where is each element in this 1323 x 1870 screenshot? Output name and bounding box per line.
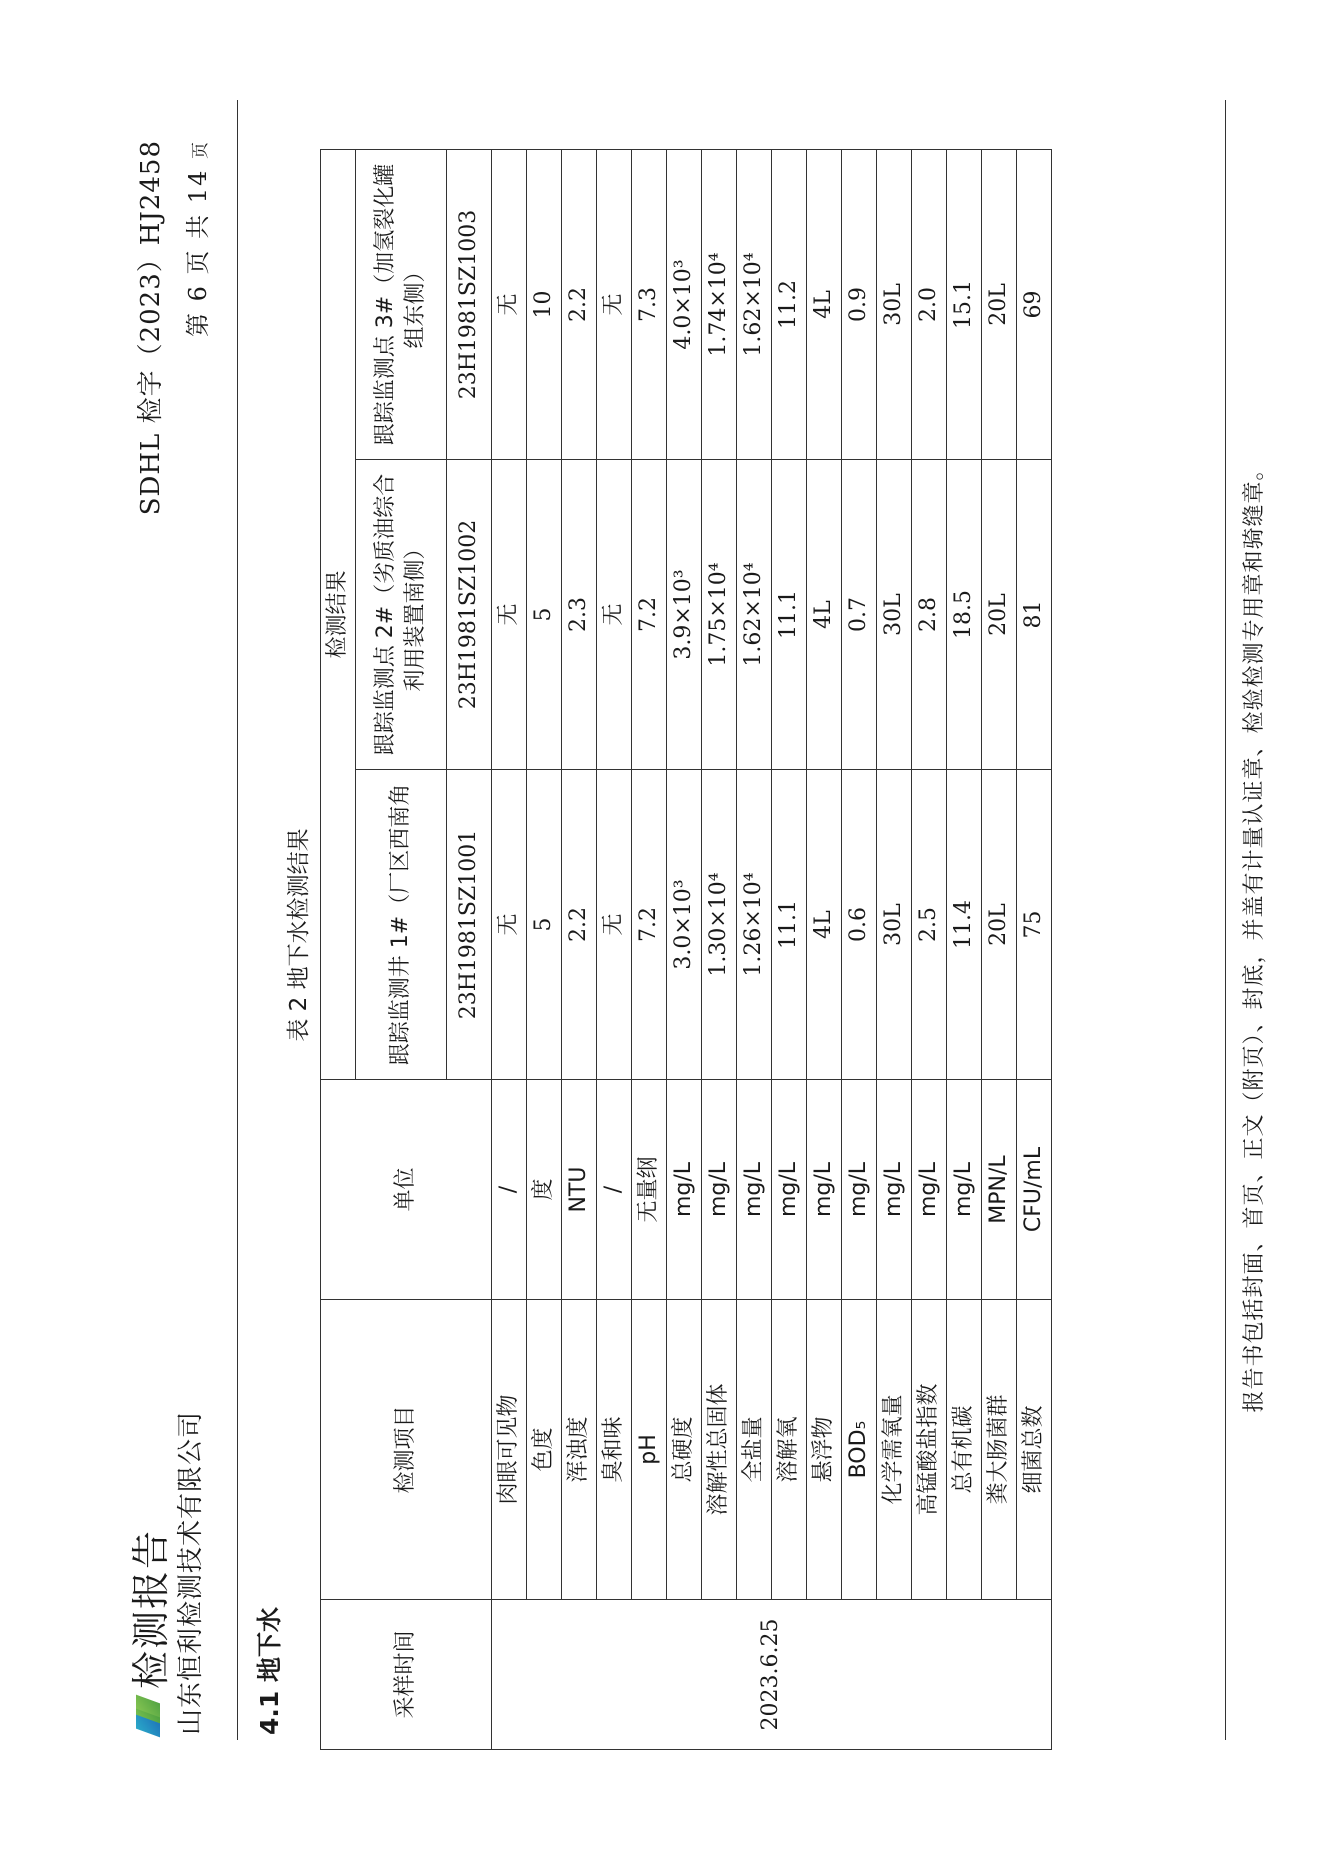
result-value: 5: [527, 460, 562, 770]
result-value: 2.8: [912, 460, 947, 770]
item-unit: CFU/mL: [1017, 1080, 1052, 1300]
table-row: [492, 149, 527, 1749]
table-row: [597, 149, 632, 1749]
item-unit: mg/L: [947, 1080, 982, 1300]
result-value: 11.4: [947, 770, 982, 1080]
result-value: 30L: [877, 149, 912, 459]
result-value: 4L: [807, 460, 842, 770]
result-value: 30L: [877, 770, 912, 1080]
table-row: [1017, 149, 1052, 1749]
result-value: 1.75×10⁴: [702, 460, 737, 770]
site-code-1: 23H1981SZ1001: [447, 770, 492, 1080]
item-unit: mg/L: [667, 1080, 702, 1300]
company-logo-icon: [128, 1695, 168, 1735]
result-value: 69: [1017, 149, 1052, 459]
item-unit: NTU: [562, 1080, 597, 1300]
item-name: 总硬度: [667, 1300, 702, 1600]
item-unit: mg/L: [842, 1080, 877, 1300]
result-value: 7.3: [632, 149, 667, 459]
site-code-3: 23H1981SZ1003: [447, 149, 492, 459]
result-value: 2.2: [562, 770, 597, 1080]
result-value: 15.1: [947, 149, 982, 459]
result-value: 0.6: [842, 770, 877, 1080]
page-indicator: [178, 140, 213, 337]
result-value: 11.1: [772, 770, 807, 1080]
item-unit: mg/L: [877, 1080, 912, 1300]
header-item: 检测项目: [321, 1300, 492, 1600]
item-unit: 度: [527, 1080, 562, 1300]
logo-text: 检测报告: [129, 1528, 173, 1689]
result-value: 20L: [982, 149, 1017, 459]
header-divider: [237, 100, 238, 1740]
item-unit: /: [597, 1080, 632, 1300]
item-name: 浑浊度: [562, 1300, 597, 1600]
site-code-2: 23H1981SZ1002: [447, 460, 492, 770]
page-suffix: 页: [191, 140, 211, 159]
header-sampling-time: 采样时间: [321, 1600, 492, 1750]
item-name: 高锰酸盐指数: [912, 1300, 947, 1600]
result-value: 2.2: [562, 149, 597, 459]
table-row: [842, 149, 877, 1749]
result-value: 20L: [982, 770, 1017, 1080]
item-unit: mg/L: [737, 1080, 772, 1300]
item-unit: mg/L: [772, 1080, 807, 1300]
table-row: [667, 149, 702, 1749]
result-value: 无: [597, 770, 632, 1080]
table-row: [982, 149, 1017, 1749]
company-name: 山东恒利检测技术有限公司: [176, 1410, 206, 1735]
result-value: 2.0: [912, 149, 947, 459]
result-value: 1.30×10⁴: [702, 770, 737, 1080]
result-value: 75: [1017, 770, 1052, 1080]
item-name: 溶解性总固体: [702, 1300, 737, 1600]
site-name-2: 跟踪监测点 2#（劣质油综合利用装置南侧）: [356, 460, 447, 770]
site-name-1: 跟踪监测井 1#（厂区西南角: [356, 770, 447, 1080]
item-name: BOD₅: [842, 1300, 877, 1600]
result-value: 1.26×10⁴: [737, 770, 772, 1080]
result-value: 7.2: [632, 460, 667, 770]
item-name: 细菌总数: [1017, 1300, 1052, 1600]
result-value: 11.2: [772, 149, 807, 459]
item-name: 肉眼可见物: [492, 1300, 527, 1600]
result-value: 20L: [982, 460, 1017, 770]
header-unit: 单位: [321, 1080, 492, 1300]
result-value: 无: [492, 770, 527, 1080]
result-value: 18.5: [947, 460, 982, 770]
result-value: 无: [597, 149, 632, 459]
result-value: 4L: [807, 149, 842, 459]
result-value: 1.62×10⁴: [737, 460, 772, 770]
item-name: 全盐量: [737, 1300, 772, 1600]
result-value: 1.74×10⁴: [702, 149, 737, 459]
result-value: 30L: [877, 460, 912, 770]
result-value: 0.7: [842, 460, 877, 770]
section-title: 4.1 地下水: [255, 1607, 284, 1735]
table-caption: 表 2 地下水检测结果: [286, 828, 312, 1042]
page-current: 6: [184, 284, 212, 302]
result-value: 5: [527, 770, 562, 1080]
table-row: [947, 149, 982, 1749]
result-value: 2.5: [912, 770, 947, 1080]
page-prefix: 第: [184, 311, 212, 338]
item-unit: mg/L: [807, 1080, 842, 1300]
item-name: 悬浮物: [807, 1300, 842, 1600]
table-row: [737, 149, 772, 1749]
item-unit: mg/L: [912, 1080, 947, 1300]
result-value: 0.9: [842, 149, 877, 459]
result-value: 3.9×10³: [667, 460, 702, 770]
item-name: pH: [632, 1300, 667, 1600]
result-value: 3.0×10³: [667, 770, 702, 1080]
table-row: [527, 149, 562, 1749]
groundwater-results-table: [320, 149, 1052, 1750]
site-name-3: 跟踪监测点 3#（加氢裂化罐组东侧）: [356, 149, 447, 459]
result-value: 10: [527, 149, 562, 459]
item-name: 溶解氧: [772, 1300, 807, 1600]
result-value: 1.62×10⁴: [737, 149, 772, 459]
result-value: 无: [492, 149, 527, 459]
item-unit: 无量纲: [632, 1080, 667, 1300]
result-value: 11.1: [772, 460, 807, 770]
sampling-date: 2023.6.25: [492, 1600, 1052, 1750]
footer-divider: [1225, 100, 1226, 1740]
table-row: [772, 149, 807, 1749]
table-row: [702, 149, 737, 1749]
item-unit: MPN/L: [982, 1080, 1017, 1300]
footer-note: 报告书包括封面、首页、正文（附页）、封底，并盖有计量认证章、检验检测专用章和骑缝章。: [1242, 457, 1267, 1413]
item-name: 臭和味: [597, 1300, 632, 1600]
result-value: 81: [1017, 460, 1052, 770]
item-unit: /: [492, 1080, 527, 1300]
table-row: [877, 149, 912, 1749]
table-row: [632, 149, 667, 1749]
table-row: [562, 149, 597, 1749]
table-row: [912, 149, 947, 1749]
result-value: 无: [492, 460, 527, 770]
page-total: 14: [184, 168, 212, 204]
result-value: 2.3: [562, 460, 597, 770]
item-name: 色度: [527, 1300, 562, 1600]
report-number: SDHL 检字（2023）HJ2458: [136, 140, 166, 516]
result-value: 7.2: [632, 770, 667, 1080]
page-mid: 页 共: [184, 212, 212, 275]
item-name: 粪大肠菌群: [982, 1300, 1017, 1600]
table-row: [807, 149, 842, 1749]
item-unit: mg/L: [702, 1080, 737, 1300]
result-value: 4L: [807, 770, 842, 1080]
report-logo: [120, 1529, 175, 1735]
result-value: 4.0×10³: [667, 149, 702, 459]
item-name: 总有机碳: [947, 1300, 982, 1600]
header-results: 检测结果: [321, 149, 356, 1079]
result-value: 无: [597, 460, 632, 770]
item-name: 化学需氧量: [877, 1300, 912, 1600]
